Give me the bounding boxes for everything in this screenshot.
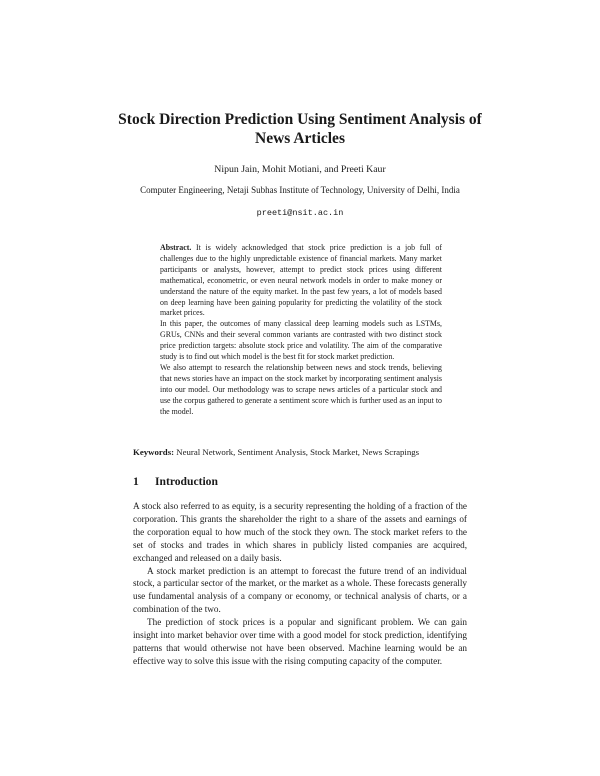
body-paragraph: The prediction of stock prices is a popular and significant problem. We can gain insight into market behavior over time with a good model for stock prediction, identifying patterns that would otherwise not have been observed. Machine learning would be an effective way to solve this issue with the rising computing capacity of the computer. (133, 617, 467, 666)
body-paragraph: A stock market prediction is an attempt to forecast the future trend of an individual stock, a particular sector of the market, or the market as a whole. These forecasts generally use fundamental analysis of a company or economy, or technical analysis of charts, or a combination of the two. (133, 565, 467, 615)
abstract-text: It is widely acknowledged that stock price prediction is a job full of challenges due to the highly unpredictable existence of financial markets. Many market participants or analysts, however, attempt to predict stock prices using different mathematical, econometric, or even neural network models in order to make money or understand the nature of the equity market. In the past few years, a lot of models based on deep learning have been gaining popularity for predicting the volatility of the stock market prices. (160, 243, 442, 318)
section-title: Introduction (155, 475, 218, 488)
keywords-label: Keywords: (133, 447, 175, 457)
section-body (133, 500, 467, 668)
contact-email: preeti@nsit.ac.in (256, 208, 344, 218)
section-number: 1 (133, 475, 139, 488)
paper-title: Stock Direction Prediction Using Sentiment Analysis of News Articles (118, 111, 482, 147)
abstract-paragraph: In this paper, the outcomes of many classical deep learning models such as LSTMs, GRUs, CNNs and their several common variants are contrasted with two distinct stock price prediction targets: absolute stock price and volatility. The aim of the comparative study is to find out which model is the best fit for stock market prediction. (160, 319, 442, 362)
affiliation: Computer Engineering, Netaji Subhas Institute of Technology, University of Delhi, India (140, 185, 460, 195)
abstract-paragraph: We also attempt to research the relationship between news and stock trends, believing that news stories have an impact on the stock market by incorporating sentiment analysis into our model. Our methodology was to scrape news articles of a particular stock and use the corpus gathered to generate a sentiment score which is further used as an input to the model. (160, 362, 442, 416)
body-paragraph: A stock also referred to as equity, is a security representing the holding of a fraction of the corporation. This grants the shareholder the right to a share of the assets and earnings of the corporation equal to how much of the stock they own. The stock market refers to the set of stocks and trades in which shares in publicly listed companies are acquired, exchanged and released on a daily basis. (133, 501, 467, 563)
abstract (160, 243, 442, 418)
author-list: Nipun Jain, Mohit Motiani, and Preeti Kaur (214, 164, 386, 175)
section-heading (133, 475, 218, 489)
abstract-paragraph (160, 243, 442, 319)
keywords-text: Neural Network, Sentiment Analysis, Stock Market, News Scrapings (176, 447, 420, 457)
abstract-label: Abstract. (160, 243, 192, 252)
keywords (133, 446, 467, 458)
